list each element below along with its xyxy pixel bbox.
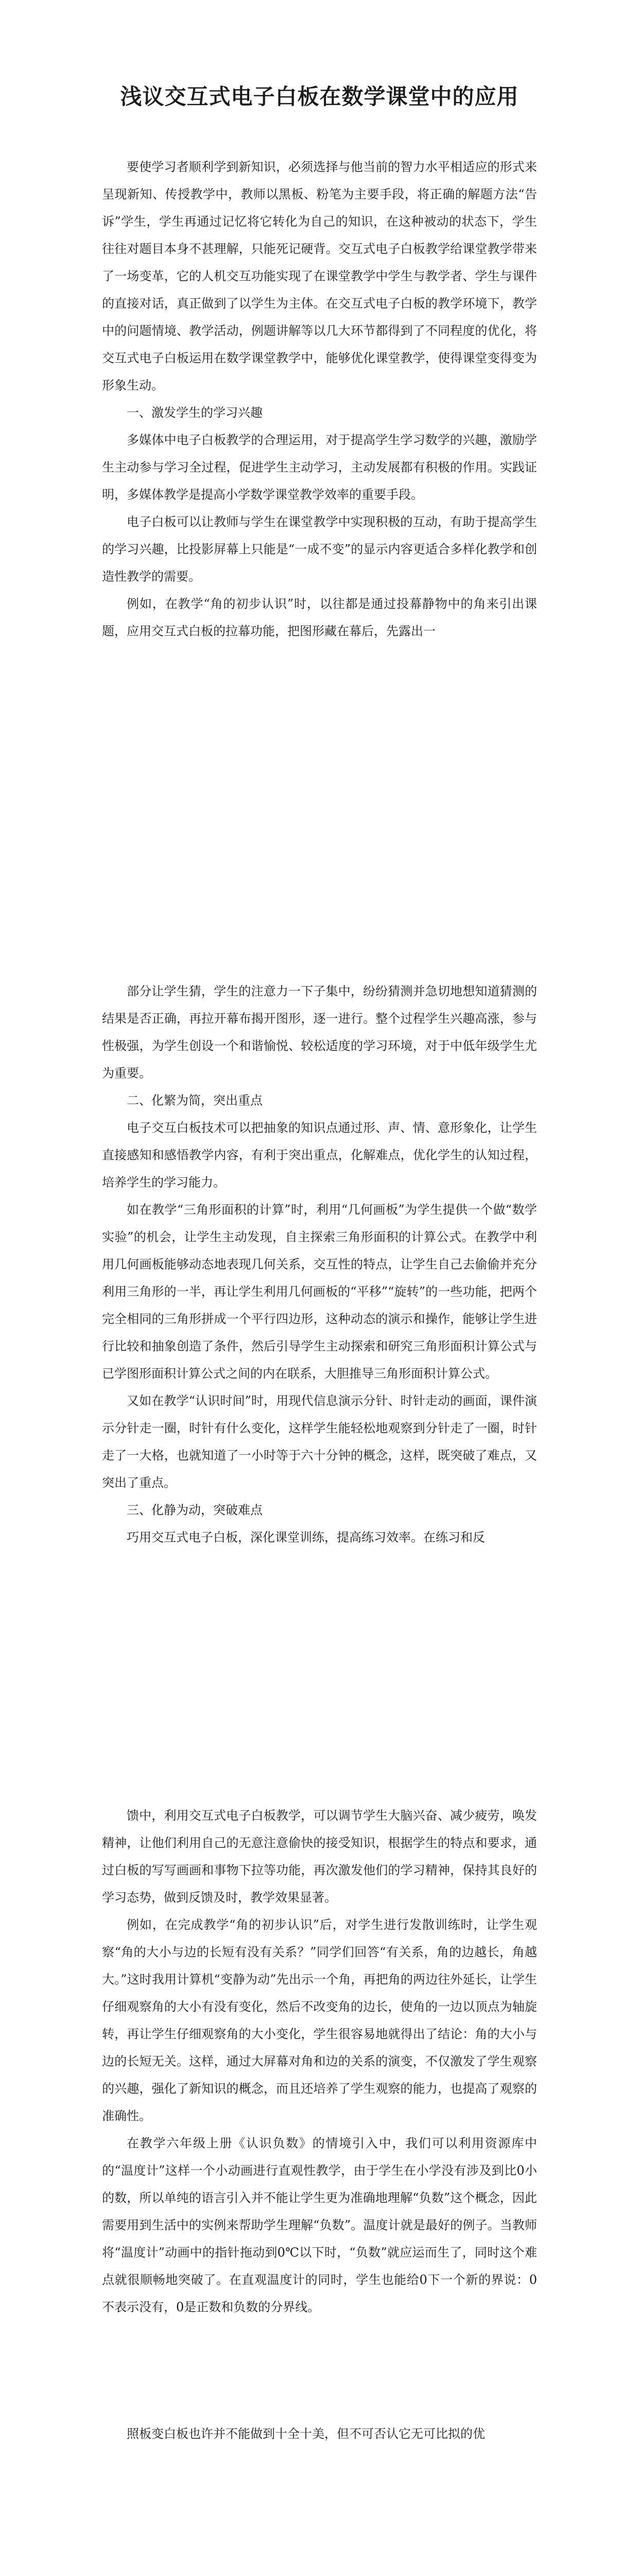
paragraph-intro: 要使学习者顺利学到新知识，必须选择与他当前的智力水平相适应的形式来呈现新知、传授教学中，教师以黑板、粉笔为主要手段，将正确的解题方法“告诉”学生，学生再通过记忆将它转化为自己的知识，在这种被动的状态下，学生往往对题目本身不甚理解，只能死记硬背。交互式电子白板教学给课堂教学带来了一场变革，它的人机交互功能实现了在课堂教学中学生与教学者、学生与课件的直接对话，真正做到了以学生为主体。在交互式电子白板的教学环境下，教学中的问题情境、教学活动，例题讲解等以几大环节都得到了不同程度的优化，将交互式电子白板运用在数学课堂教学中，能够优化课堂教学，使得课堂变得变为形象生动。 xyxy=(102,160,537,393)
paragraph: 例如，在完成教学“角的初步认识”后，对学生进行发散训练时，让学生观察“角的大小与边的长短有没有关系？”同学们回答“有关系，角的边越长，角越大。”这时我用计算机“变静为动”先出示一个角，再把角的两边往外延长，让学生仔细观察角的大小有没有变化，然后不改变角的边长，使角的一边以顶点为轴旋转，再让学生仔细观察角的大小变化，学生很容易地就得出了结论：角的大小与边的长短无关。这样，通过大屏幕对角和边的关系的演变，不仅激发了学生观察的兴趣，强化了新知识的概念，而且还培养了学生观察的能力，也提高了观察的准确性。 xyxy=(102,1918,537,2123)
paragraph: 馈中，利用交互式电子白板教学，可以调节学生大脑兴奋、减少疲劳，唤发精神，让他们利用自己的无意注意偷快的接受知识，根据学生的特点和要求，通过白板的写写画画和事物下拉等功能，再次激发他们的学习精神，保持其良好的学习态势，做到反馈及时，教学效果显著。 xyxy=(102,1808,537,1905)
body-block-1 xyxy=(102,154,537,645)
paragraph: 部分让学生猜，学生的注意力一下子集中，纷纷猜测并急切地想知道猜测的结果是否正确，再拉开幕布揭开图形，逐一进行。整个过程学生兴趣高涨，参与性极强，为学生创设一个和谐愉悦、较松适度的学习环境，对于中低年级学生尤为重要。 xyxy=(102,984,537,1080)
body-block-3 xyxy=(102,1802,537,2321)
paragraph: 又如在教学“认识时间”时，用现代信息演示分针、时针走动的画面，课件演示分针走一圈，时针有什么变化，这样学生能轻松地观察到分针走了一圈，时针走了一大格，也就知道了一小时等于六十分钟的概念，这样，既突破了难点，又突出了重点。 xyxy=(102,1394,537,1490)
section-heading-3: 三、化静为动，突破难点 xyxy=(127,1503,263,1517)
paragraph: 例如，在教学“角的初步认识”时，以往都是通过投幕静物中的角来引出课题，应用交互式白板的拉幕功能，把图形藏在幕后，先露出一 xyxy=(102,597,537,638)
paragraph: 多媒体中电子白板教学的合理运用，对于提高学生学习数学的兴趣，激励学生主动参与学习全过程，促进学生主动学习，主动发展都有积极的作用。实践证明，多媒体教学是提高小学数学课堂教学效率的重要手段。 xyxy=(102,433,537,502)
paragraph: 电子交互白板技术可以把抽象的知识点通过形、声、情、意形象化，让学生直接感知和感悟教学内容，有利于突出重点，化解难点，优化学生的认知过程，培养学生的学习能力。 xyxy=(102,1121,537,1190)
paragraph: 巧用交互式电子白板，深化课堂训练，提高练习效率。在练习和反 xyxy=(127,1530,485,1545)
body-block-4 xyxy=(102,2420,537,2448)
paragraph: 如在教学“三角形面积的计算”时，利用“几何画板”为学生提供一个做“数学实验”的机会，让学生主动发现，自主探索三角形面积的计算公式。在教学中利用几何画板能够动态地表现几何关系，交互性的特点，让学生自己去偷偷并充分利用三角形的一半，再让学生利用几何画板的“平移”“旋转”的一些功能，把两个完全相同的三角形拼成一个平行四边形，这种动态的演示和操作，能够让学生进行比较和抽象创造了条件，然后引导学生主动探索和研究三角形面积计算公式与已学图形面积计算公式之间的内在联系，大胆推导三角形面积计算公式。 xyxy=(102,1202,537,1381)
paragraph: 照板变白板也许并不能做到十全十美，但不可否认它无可比拟的优 xyxy=(127,2427,485,2441)
paragraph: 在教学六年级上册《认识负数》的情境引入中，我们可以利用资源库中的“温度计”这样一个小动画进行直观性教学，由于学生在小学没有涉及到比0小的数，所以单纯的语言引入并不能让学生更为准确地理解“负数”这个概念，因此需要用到生活中的实例来帮助学生理解“负数”。温度计就是最好的例子。当教师将“温度计”动画中的指针拖动到0℃以下时，“负数”就应运而生了，同时这个难点就很顺畅地突破了。在直观温度计的同时，学生也能给0下一个新的界说：0不表示没有，0是正数和负数的分界线。 xyxy=(102,2136,537,2314)
document-title: 浅议交互式电子白板在数学课堂中的应用 xyxy=(120,84,519,109)
section-heading-1: 一、激发学生的学习兴趣 xyxy=(127,405,263,420)
paragraph: 电子白板可以让教师与学生在课堂教学中实现积极的互动，有助于提高学生的学习兴趣，比投影屏幕上只能是“一成不变”的显示内容更适合多样化教学和创造性教学的需要。 xyxy=(102,515,537,584)
body-block-2 xyxy=(102,978,537,1551)
section-heading-2: 二、化繁为简，突出重点 xyxy=(127,1093,263,1108)
